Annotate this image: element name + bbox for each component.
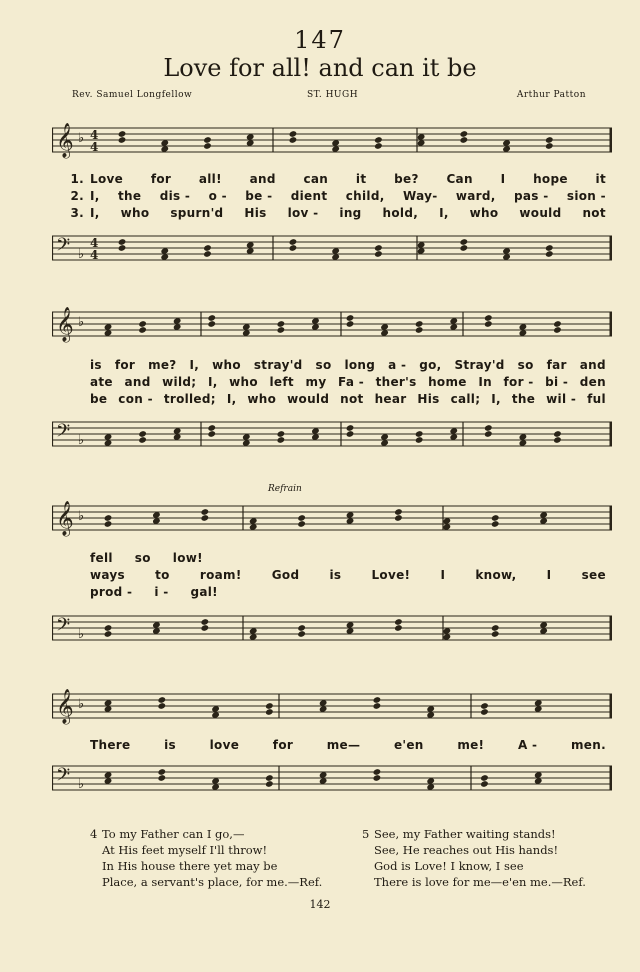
lyric-syllable: I, (207, 375, 218, 389)
lyric-syllable: roam! (199, 568, 242, 582)
lyric-line (52, 738, 612, 752)
lyric-syllable: hope (533, 172, 568, 186)
lyric-line (52, 172, 612, 186)
bass-staff-2 (52, 412, 612, 468)
time-signature: 4 (90, 140, 99, 154)
lyric-syllable: I, (439, 206, 449, 220)
author-credit: Rev. Samuel Longfellow (72, 90, 193, 100)
lyric-syllable: God (271, 568, 300, 582)
note-head (138, 430, 147, 438)
note-head (138, 436, 147, 444)
treble-staff-2 (52, 302, 612, 358)
note-head (104, 630, 113, 638)
lyric-syllable: sion - (566, 189, 606, 203)
lyric-syllable: my (305, 375, 327, 389)
note-head (297, 624, 306, 632)
lyric-syllable: so (315, 358, 332, 372)
page-number: 142 (309, 898, 331, 911)
note-head (118, 136, 127, 144)
lyric-syllable: hear (374, 392, 407, 406)
note-head (207, 424, 216, 432)
lyric-syllable: Stray'd (454, 358, 505, 372)
lyric-syllable: His (417, 392, 440, 406)
lyric-syllable: it (595, 172, 606, 186)
lyric-syllable: be? (394, 172, 419, 186)
note-head (289, 130, 298, 138)
lyric-syllable: ful (587, 392, 606, 406)
note-head (480, 780, 489, 788)
stanza-line: See, He reaches out His hands! (374, 843, 559, 857)
treble-staff-3 (52, 496, 612, 552)
stanza-line: God is Love! I know, I see (374, 859, 524, 873)
lyric-syllable: for - (503, 375, 534, 389)
lyric-syllable: me! (457, 738, 485, 752)
lyric-syllable: ing (339, 206, 362, 220)
lyric-syllable: ward, (455, 189, 496, 203)
note-head (157, 696, 166, 704)
note-head (118, 244, 127, 252)
note-head (289, 136, 298, 144)
treble-clef-icon: 𝄞 (56, 689, 74, 724)
lyric-syllable: who (212, 358, 241, 372)
note-head (118, 130, 127, 138)
lyric-syllable: His (244, 206, 267, 220)
lyric-syllable: hold, (382, 206, 419, 220)
stanza-line: There is love for me—e'en me.—Ref. (374, 875, 586, 889)
note-head (553, 436, 562, 444)
note-head (289, 238, 298, 246)
note-head (460, 130, 469, 138)
lyric-syllable: In (478, 375, 492, 389)
note-head (104, 514, 113, 522)
lyric-syllable: pas - (514, 189, 549, 203)
lyric-syllable: love (209, 738, 240, 752)
flat-icon: ♭ (78, 433, 85, 448)
note-head (200, 508, 209, 516)
lyric-syllable: ways (90, 568, 125, 582)
stanza-line: Place, a servant's place, for me.—Ref. (102, 875, 323, 889)
lyric-syllable: men. (571, 738, 606, 752)
flat-icon: ♭ (78, 315, 85, 330)
flat-icon: ♭ (78, 777, 85, 792)
note-head (297, 630, 306, 638)
lyric-syllable: so (134, 551, 151, 565)
note-head (415, 430, 424, 438)
music-system-2 (52, 296, 612, 456)
note-head (346, 320, 355, 328)
note-head (138, 326, 147, 334)
note-head (415, 326, 424, 334)
note-head (157, 702, 166, 710)
note-head (104, 624, 113, 632)
note-head (200, 514, 209, 522)
bass-clef-icon: 𝄢 (56, 235, 71, 260)
lyric-syllable: trolled; (163, 392, 216, 406)
lyric-syllable: child, (345, 189, 385, 203)
note-head (277, 430, 286, 438)
note-head (200, 618, 209, 626)
note-head (480, 702, 489, 710)
treble-staff-4 (52, 684, 612, 740)
lyric-syllable: it (355, 172, 367, 186)
note-head (297, 520, 306, 528)
treble-clef-icon: 𝄞 (56, 501, 74, 536)
note-head (545, 250, 554, 258)
lyric-syllable: Way- (402, 189, 438, 203)
stanza-number: 5 (362, 827, 370, 841)
note-head (346, 430, 355, 438)
time-signature: 4 (90, 236, 99, 250)
treble-clef-icon: 𝄞 (56, 307, 74, 342)
lyric-syllable: the (511, 392, 536, 406)
lyric-syllable: gal! (190, 585, 218, 599)
composer-credit: Arthur Patton (516, 90, 586, 100)
stanza-4 (90, 826, 323, 890)
note-head (265, 780, 274, 788)
lyric-syllable: to (155, 568, 170, 582)
lyric-syllable: is (90, 358, 102, 372)
lyric-syllable: call; (450, 392, 481, 406)
lyric-syllable: e'en (393, 738, 424, 752)
bass-staff-1 (52, 226, 612, 282)
verse-number (52, 568, 90, 582)
lyric-syllable: for (272, 738, 294, 752)
lyric-syllable: and (124, 375, 151, 389)
note-head (265, 708, 274, 716)
note-head (484, 430, 493, 438)
note-head (553, 326, 562, 334)
lyric-syllable: who (469, 206, 499, 220)
lyric-syllable: spurn'd (170, 206, 224, 220)
verse-number (52, 738, 90, 752)
lyric-syllable: would (519, 206, 562, 220)
note-head (138, 320, 147, 328)
lyric-syllable: bi - (545, 375, 569, 389)
note-head (203, 244, 212, 252)
lyric-syllable: prod - (90, 585, 133, 599)
note-head (373, 702, 382, 710)
bass-clef-icon: 𝄢 (56, 615, 71, 640)
note-head (460, 238, 469, 246)
note-head (373, 696, 382, 704)
lyric-syllable: I (546, 568, 552, 582)
note-head (553, 430, 562, 438)
lyric-syllable: and (579, 358, 606, 372)
note-head (374, 142, 383, 150)
note-head (491, 630, 500, 638)
note-head (484, 424, 493, 432)
lyric-syllable: can (303, 172, 329, 186)
lyric-syllable: ther's (375, 375, 417, 389)
lyric-syllable: I (440, 568, 446, 582)
bass-staff-4 (52, 756, 612, 812)
lyric-syllable: fell (90, 551, 113, 565)
lyric-syllable: low! (172, 551, 203, 565)
note-head (374, 244, 383, 252)
note-head (277, 320, 286, 328)
lyric-syllable: home (428, 375, 467, 389)
verse-number (52, 551, 90, 565)
lyric-syllable: wild; (162, 375, 197, 389)
lyric-syllable: be (90, 392, 108, 406)
music-system-4 (52, 680, 612, 820)
note-head (203, 136, 212, 144)
note-head (157, 768, 166, 776)
note-head (265, 702, 274, 710)
hymn-number: 147 (294, 26, 346, 54)
lyric-syllable: A - (517, 738, 538, 752)
note-head (415, 320, 424, 328)
lyric-syllable: not (340, 392, 364, 406)
note-head (289, 244, 298, 252)
refrain-label: Refrain (268, 484, 302, 494)
note-head (373, 774, 382, 782)
verse-number: 1. (70, 172, 84, 186)
flat-icon: ♭ (78, 627, 85, 642)
lyric-syllable: a - (388, 358, 407, 372)
note-head (374, 250, 383, 258)
bass-clef-icon: 𝄢 (56, 765, 71, 790)
note-head (203, 142, 212, 150)
lyric-syllable: who (229, 375, 258, 389)
lyric-syllable: me? (148, 358, 177, 372)
lyric-syllable: the (118, 189, 142, 203)
lyric-syllable: dient (290, 189, 328, 203)
note-head (394, 624, 403, 632)
note-head (484, 314, 493, 322)
lyric-syllable: me— (326, 738, 361, 752)
note-head (200, 624, 209, 632)
lyric-syllable: con - (118, 392, 153, 406)
note-head (207, 430, 216, 438)
lyric-syllable: I, (226, 392, 237, 406)
music-system-3 (52, 484, 612, 664)
note-head (297, 514, 306, 522)
lyric-syllable: who (120, 206, 150, 220)
note-head (480, 708, 489, 716)
lyric-syllable: Love! (371, 568, 411, 582)
lyric-syllable: and (249, 172, 276, 186)
lyric-syllable: I, (90, 189, 100, 203)
note-head (203, 250, 212, 258)
lyric-line (52, 375, 612, 389)
lyric-syllable: be - (245, 189, 273, 203)
note-head (373, 768, 382, 776)
flat-icon: ♭ (78, 247, 85, 262)
note-head (104, 520, 113, 528)
lyric-syllable: lov - (287, 206, 319, 220)
lyric-line (52, 392, 612, 406)
lyric-syllable: far (546, 358, 567, 372)
lyric-syllable: go, (419, 358, 442, 372)
note-head (545, 142, 554, 150)
lyric-syllable: would (287, 392, 330, 406)
lyric-syllable: den (579, 375, 606, 389)
lyric-syllable: long (344, 358, 376, 372)
bass-staff-3 (52, 606, 612, 662)
stanza-line: See, my Father waiting stands! (374, 827, 556, 841)
note-head (491, 624, 500, 632)
verse-number: 3. (70, 206, 84, 220)
note-head (545, 136, 554, 144)
stanza-number: 4 (90, 827, 98, 841)
note-head (480, 774, 489, 782)
lyric-syllable: Can (446, 172, 473, 186)
time-signature: 4 (90, 128, 99, 142)
verse-number (52, 585, 90, 599)
lyric-syllable: I, (90, 206, 100, 220)
note-head (491, 520, 500, 528)
note-head (491, 514, 500, 522)
verse-number (52, 392, 90, 406)
note-head (394, 514, 403, 522)
note-head (346, 424, 355, 432)
note-head (545, 244, 554, 252)
lyric-syllable: is (164, 738, 176, 752)
tune-name: ST. HUGH (307, 90, 359, 100)
lyric-syllable: wil - (546, 392, 577, 406)
stanza-line: In His house there yet may be (102, 859, 278, 873)
lyric-syllable: for (150, 172, 172, 186)
time-signature: 4 (90, 248, 99, 262)
hymn-title: Love for all! and can it be (163, 54, 477, 82)
note-head (460, 244, 469, 252)
lyric-syllable: see (581, 568, 606, 582)
note-head (553, 320, 562, 328)
lyric-syllable: for (114, 358, 136, 372)
treble-clef-icon: 𝄞 (56, 123, 74, 158)
note-head (394, 618, 403, 626)
note-head (207, 314, 216, 322)
lyric-syllable: stray'd (253, 358, 303, 372)
note-head (277, 326, 286, 334)
lyric-line (52, 206, 612, 220)
lyric-syllable: There (90, 738, 131, 752)
lyric-syllable: not (582, 206, 606, 220)
bass-clef-icon: 𝄢 (56, 421, 71, 446)
stanza-line: To my Father can I go,— (102, 827, 245, 841)
flat-icon: ♭ (78, 697, 85, 712)
lyric-syllable: left (269, 375, 294, 389)
lyric-line (52, 568, 612, 582)
flat-icon: ♭ (78, 509, 85, 524)
lyric-line (52, 551, 612, 565)
lyric-syllable: ate (90, 375, 113, 389)
lyric-syllable: know, (475, 568, 517, 582)
lyric-line (52, 585, 612, 599)
treble-staff-1 (52, 118, 612, 174)
verse-number (52, 375, 90, 389)
verse-number: 2. (70, 189, 84, 203)
note-head (374, 136, 383, 144)
lyric-syllable: all! (198, 172, 222, 186)
note-head (484, 320, 493, 328)
note-head (277, 436, 286, 444)
lyric-syllable: i - (154, 585, 169, 599)
lyric-syllable: I, (189, 358, 200, 372)
stanza-5 (362, 826, 586, 890)
lyric-syllable: o - (208, 189, 227, 203)
note-head (157, 774, 166, 782)
lyric-syllable: dis - (159, 189, 191, 203)
note-head (394, 508, 403, 516)
lyric-syllable: Fa - (338, 375, 364, 389)
lyric-syllable: I (500, 172, 506, 186)
lyric-line (52, 189, 612, 203)
music-system-1 (52, 108, 612, 268)
stanza-line: At His feet myself I'll throw! (102, 843, 268, 857)
flat-icon: ♭ (78, 131, 85, 146)
lyric-syllable: is (329, 568, 342, 582)
lyric-line (52, 358, 612, 372)
lyric-syllable: Love (90, 172, 124, 186)
note-head (346, 314, 355, 322)
note-head (118, 238, 127, 246)
lyric-syllable: so (517, 358, 534, 372)
note-head (265, 774, 274, 782)
verse-number (52, 358, 90, 372)
note-head (207, 320, 216, 328)
note-head (460, 136, 469, 144)
note-head (415, 436, 424, 444)
lyric-syllable: I, (491, 392, 501, 406)
lyric-syllable: who (247, 392, 277, 406)
